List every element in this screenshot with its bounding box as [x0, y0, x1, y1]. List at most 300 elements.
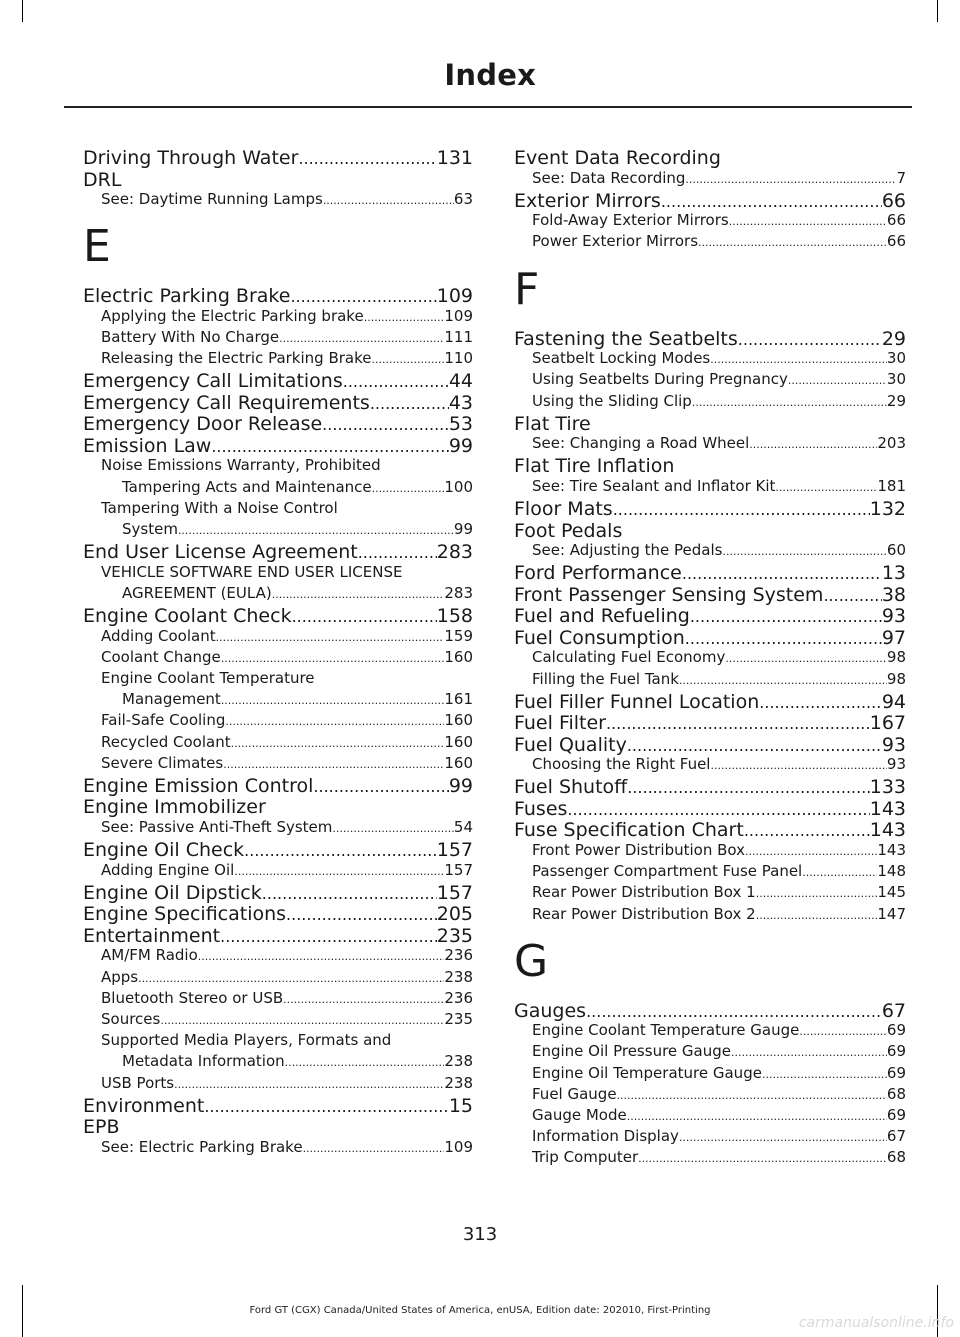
index-entry [83, 541, 473, 563]
entry-label: Engine Oil Dipstick [83, 881, 262, 904]
index-subentry [101, 711, 473, 729]
leader-dots [788, 374, 887, 387]
leader-dots [231, 737, 445, 750]
entry-label: Engine Emission Control [83, 774, 314, 797]
entry-label-continuation: System [122, 519, 178, 538]
entry-label: Coolant Change [101, 647, 221, 666]
index-entry [83, 605, 473, 627]
index-entry [83, 435, 473, 457]
leader-dots [606, 714, 870, 733]
page-reference: 160 [444, 647, 473, 666]
entry-label: Front Power Distribution Box [532, 840, 745, 859]
entry-label: Releasing the Electric Parking Brake [101, 349, 372, 368]
index-subentry [122, 520, 473, 538]
entry-label: Bluetooth Stereo or USB [101, 988, 284, 1007]
leader-dots [627, 736, 882, 755]
leader-dots [138, 972, 444, 985]
entry-label: Fail-Safe Cooling [101, 711, 226, 730]
leader-dots [729, 215, 887, 228]
index-entry [514, 562, 906, 584]
title-divider [64, 106, 912, 108]
entry-label: End User License Agreement [83, 541, 358, 564]
index-subentry [101, 946, 473, 964]
entry-label: Front Passenger Sensing System [514, 583, 824, 606]
page-reference: 66 [881, 189, 906, 212]
entry-label: Environment [83, 1094, 205, 1117]
entry-label-continuation: AGREEMENT (EULA) [122, 583, 272, 602]
page-reference: 69 [886, 1106, 906, 1124]
crop-mark-top-right [937, 0, 938, 22]
page-reference: 99 [448, 774, 473, 797]
page-reference: 98 [886, 648, 906, 667]
leader-dots [225, 715, 444, 728]
entry-label: See: Electric Parking Brake [101, 1137, 303, 1156]
entry-label: Noise Emissions Warranty, Prohibited [101, 456, 381, 475]
entry-label: Filling the Fuel Tank [532, 669, 679, 688]
entry-label: Event Data Recording [514, 147, 721, 169]
index-entry [514, 455, 906, 477]
leader-dots [221, 694, 445, 707]
page-reference: 44 [448, 370, 473, 393]
index-subentry [532, 905, 906, 923]
entry-label: Engine Oil Pressure Gauge [532, 1042, 731, 1061]
index-entry [514, 328, 906, 350]
leader-dots [204, 1097, 448, 1116]
leader-dots [160, 1014, 444, 1027]
leader-dots [745, 845, 877, 858]
index-subentry [101, 989, 473, 1007]
index-subentry [532, 1042, 906, 1060]
index-subentry [532, 169, 906, 187]
entry-label: Fuel Quality [514, 733, 627, 756]
index-subentry [532, 755, 906, 773]
page-reference: 133 [869, 776, 906, 799]
entry-label: Supported Media Players, Formats and [101, 1031, 392, 1050]
leader-dots [290, 287, 436, 306]
index-subentry [101, 307, 473, 325]
index-subentry [101, 1010, 473, 1028]
entry-label: Fuel Filler Funnel Location [514, 690, 760, 713]
page-reference: 160 [444, 711, 473, 730]
index-entry [514, 498, 906, 520]
leader-dots [220, 927, 437, 946]
index-subentry [532, 648, 906, 666]
entry-label: Trip Computer [532, 1148, 639, 1167]
page-reference: 235 [444, 1009, 473, 1028]
section-letter-g: G [514, 935, 549, 987]
page-number: 313 [462, 1224, 498, 1245]
page-reference: 30 [886, 370, 906, 389]
page-reference: 99 [453, 519, 473, 538]
index-subentry [101, 349, 473, 367]
leader-dots [283, 993, 444, 1006]
leader-dots [682, 564, 882, 583]
leader-dots [303, 1142, 445, 1155]
leader-dots [638, 1152, 887, 1165]
leader-dots [690, 607, 882, 626]
entry-label: See: Changing a Road Wheel [532, 434, 750, 453]
index-entry [514, 819, 906, 841]
entry-label: Emergency Call Requirements [83, 391, 370, 414]
page-reference: 132 [869, 498, 906, 521]
page-reference: 143 [877, 840, 906, 859]
index-subentry [101, 733, 473, 751]
index-entry [514, 734, 906, 756]
entry-label: Fuel Consumption [514, 626, 685, 649]
index-entry [83, 147, 473, 169]
page-reference: 160 [444, 732, 473, 751]
entry-label: See: Passive Anti-Theft System [101, 817, 333, 836]
page-reference: 53 [448, 413, 473, 436]
page-reference: 38 [881, 583, 906, 606]
entry-label: Seatbelt Locking Modes [532, 349, 711, 368]
index-subentry [532, 883, 906, 901]
page-reference: 68 [886, 1148, 906, 1167]
page-reference: 60 [886, 541, 906, 560]
page-reference: 94 [881, 690, 906, 713]
index-entry [83, 796, 473, 818]
entry-label: See: Adjusting the Pedals [532, 541, 723, 560]
entry-label: Flat Tire Inflation [514, 455, 675, 478]
index-entry [83, 370, 473, 392]
page-reference: 43 [448, 391, 473, 414]
entry-label: AM/FM Radio [101, 946, 198, 965]
entry-label: Exterior Mirrors [514, 189, 661, 212]
index-entry [514, 712, 906, 734]
page-title: Index [444, 58, 536, 92]
page-reference: 29 [881, 327, 906, 350]
index-subentry [532, 232, 906, 250]
page-reference: 181 [877, 476, 906, 495]
entry-label: Driving Through Water [83, 147, 299, 169]
leader-dots [679, 674, 887, 687]
entry-label: Engine Coolant Temperature [101, 668, 315, 687]
entry-label: Ford Performance [514, 562, 682, 585]
leader-dots [759, 693, 882, 712]
entry-label: See: Tire Sealant and Inflator Kit [532, 476, 776, 495]
index-entry [83, 1116, 473, 1138]
leader-dots [323, 194, 454, 207]
entry-label: Sources [101, 1009, 161, 1028]
index-subentry [101, 754, 473, 772]
page-reference: 238 [444, 967, 473, 986]
entry-label: Adding Coolant [101, 626, 216, 645]
index-entry [514, 776, 906, 798]
entry-label: Fastening the Seatbelts [514, 327, 738, 350]
page-reference: 143 [869, 797, 906, 820]
index-entry [83, 925, 473, 947]
page-reference: 157 [436, 839, 473, 862]
entry-label: Emergency Call Limitations [83, 370, 343, 393]
entry-label: Fuel Shutoff [514, 776, 628, 799]
index-entry [514, 520, 906, 542]
leader-dots [749, 438, 877, 451]
entry-label: See: Data Recording [532, 168, 686, 187]
leader-dots [372, 482, 445, 495]
index-entry [83, 839, 473, 861]
entry-label-continuation: Metadata Information [122, 1052, 285, 1071]
index-subentry [101, 968, 473, 986]
index-subentry [532, 477, 906, 495]
page-reference: 98 [886, 669, 906, 688]
entry-label: Applying the Electric Parking brake [101, 306, 364, 325]
index-subentry [101, 861, 473, 879]
page-reference: 109 [444, 306, 473, 325]
index-subentry [532, 841, 906, 859]
entry-label: Apps [101, 967, 139, 986]
leader-dots [613, 500, 870, 519]
page-reference: 238 [444, 1052, 473, 1071]
entry-label: USB Ports [101, 1073, 175, 1092]
entry-label: Calculating Fuel Economy [532, 648, 726, 667]
entry-label: Entertainment [83, 924, 221, 947]
index-entry [83, 903, 473, 925]
index-subentry [101, 190, 473, 208]
index-entry [514, 584, 906, 606]
page-reference: 131 [436, 147, 473, 169]
leader-dots [586, 1002, 882, 1021]
leader-dots [799, 1025, 887, 1038]
index-subentry [532, 862, 906, 880]
index-entry [83, 285, 473, 307]
leader-dots [567, 800, 869, 819]
entry-label: Engine Specifications [83, 903, 287, 926]
leader-dots [285, 1056, 445, 1069]
page-reference: 93 [881, 733, 906, 756]
leader-dots [685, 173, 896, 186]
entry-label: Gauge Mode [532, 1106, 627, 1124]
page-reference: 110 [444, 349, 473, 368]
index-subentry [122, 1052, 473, 1070]
leader-dots [731, 1046, 887, 1059]
page-reference: 69 [886, 1042, 906, 1061]
entry-label: Fuel Gauge [532, 1084, 617, 1103]
page-reference: 158 [436, 605, 473, 627]
leader-dots [358, 543, 437, 562]
page-reference: 30 [886, 349, 906, 368]
leader-dots [223, 758, 444, 771]
page-reference: 157 [444, 860, 473, 879]
entry-label: Severe Climates [101, 753, 224, 772]
page-reference: 160 [444, 753, 473, 772]
entry-label: Fuses [514, 797, 568, 820]
section-letter-f: F [514, 263, 540, 315]
entry-label: Engine Oil Temperature Gauge [532, 1063, 762, 1082]
page-reference: 54 [453, 817, 473, 836]
entry-label: Engine Oil Check [83, 839, 245, 862]
index-subentry [101, 627, 473, 645]
entry-label: Electric Parking Brake [83, 285, 291, 308]
page-reference: 147 [877, 904, 906, 923]
page-reference: 29 [886, 391, 906, 410]
index-subentry [101, 1074, 473, 1092]
index-subentry [532, 211, 906, 229]
entry-label: Emergency Door Release [83, 413, 323, 436]
leader-dots [627, 1110, 887, 1123]
leader-dots [286, 905, 437, 924]
leader-dots [679, 1131, 887, 1144]
index-entry [83, 1095, 473, 1117]
leader-dots [661, 192, 882, 211]
leader-dots [272, 588, 445, 601]
index-subentry [532, 1106, 906, 1124]
leader-dots [710, 759, 886, 772]
leader-dots [279, 332, 444, 345]
leader-dots [756, 887, 878, 900]
index-subentry [122, 584, 473, 602]
entry-label: Rear Power Distribution Box 1 [532, 883, 756, 902]
entry-label: Power Exterior Mirrors [532, 232, 699, 251]
index-subentry [532, 1064, 906, 1082]
leader-dots [775, 481, 877, 494]
page-reference: 143 [869, 819, 906, 842]
page-reference: 283 [436, 541, 473, 564]
entry-label: Recycled Coolant [101, 732, 231, 751]
entry-label: Battery With No Charge [101, 327, 280, 346]
page-reference: 93 [881, 605, 906, 628]
index-subentry [532, 670, 906, 688]
leader-dots [685, 629, 882, 648]
page-reference: 159 [444, 626, 473, 645]
entry-label: Tampering With a Noise Control [101, 498, 338, 517]
entry-label: Fold-Away Exterior Mirrors [532, 211, 729, 230]
page-reference: 67 [881, 999, 906, 1022]
page-reference: 145 [877, 883, 906, 902]
leader-dots [262, 884, 437, 903]
footer-edition-text: Ford GT (CGX) Canada/United States of America, enUSA, Edition date: 202010, First-Printing [249, 1305, 711, 1316]
page-reference: 109 [444, 1137, 473, 1156]
index-subentry [101, 328, 473, 346]
index-entry [514, 605, 906, 627]
entry-label: Engine Coolant Check [83, 605, 292, 627]
page-reference: 66 [886, 232, 906, 251]
index-entry [514, 413, 906, 435]
leader-dots [313, 777, 448, 796]
entry-label: Information Display [532, 1127, 679, 1146]
index-subentry [532, 434, 906, 452]
page-reference: 7 [896, 168, 906, 187]
page-reference: 68 [886, 1084, 906, 1103]
crop-mark-top-left [22, 0, 23, 22]
entry-label: Gauges [514, 999, 587, 1022]
page-reference: 67 [886, 1127, 906, 1146]
entry-label-continuation: Management [122, 690, 221, 709]
index-entry [514, 1000, 906, 1022]
index-entry [514, 691, 906, 713]
page-reference: 283 [444, 583, 473, 602]
leader-dots [722, 545, 886, 558]
leader-dots [174, 1078, 444, 1091]
leader-dots [322, 415, 449, 434]
index-subentry [532, 370, 906, 388]
leader-dots [756, 909, 878, 922]
leader-dots [372, 353, 445, 366]
leader-dots [617, 1089, 887, 1102]
entry-label: Choosing the Right Fuel [532, 755, 711, 774]
page-reference: 157 [436, 881, 473, 904]
leader-dots [725, 652, 887, 665]
page-reference: 167 [869, 712, 906, 735]
page-reference: 99 [448, 434, 473, 457]
index-subentry [532, 541, 906, 559]
entry-label: DRL [83, 168, 122, 191]
entry-label: Fuel and Refueling [514, 605, 690, 628]
leader-dots [762, 1068, 887, 1081]
page-reference: 69 [886, 1021, 906, 1040]
index-subentry [532, 1021, 906, 1039]
index-subentry [532, 392, 906, 410]
index-entry [514, 798, 906, 820]
entry-label: VEHICLE SOFTWARE END USER LICENSE [101, 562, 403, 581]
leader-dots [802, 866, 877, 879]
page-reference: 63 [453, 190, 473, 208]
page-reference: 203 [877, 434, 906, 453]
entry-label: Fuse Specification Chart [514, 819, 744, 842]
index-subentry [532, 349, 906, 367]
leader-dots [216, 631, 445, 644]
entry-label: Rear Power Distribution Box 2 [532, 904, 756, 923]
entry-label: Adding Engine Oil [101, 860, 235, 879]
index-subentry [532, 1148, 906, 1166]
leader-dots [823, 586, 881, 605]
page-reference: 205 [436, 903, 473, 926]
page-reference: 111 [444, 327, 473, 346]
leader-dots [627, 778, 869, 797]
leader-dots [692, 396, 887, 409]
leader-dots [198, 950, 445, 963]
entry-label: Flat Tire [514, 412, 591, 435]
leader-dots [738, 330, 882, 349]
page-reference: 15 [448, 1094, 473, 1117]
leader-dots [178, 524, 454, 537]
leader-dots [370, 394, 449, 413]
entry-label: Passenger Compartment Fuse Panel [532, 862, 803, 881]
leader-dots [211, 437, 448, 456]
page-reference: 236 [444, 946, 473, 965]
entry-label-continuation: Tampering Acts and Maintenance [122, 477, 372, 496]
entry-label: Using the Sliding Clip [532, 391, 692, 410]
leader-dots [298, 149, 436, 168]
page-reference: 161 [444, 690, 473, 709]
entry-label: Using Seatbelts During Pregnancy [532, 370, 788, 389]
leader-dots [710, 353, 887, 366]
index-entry [514, 627, 906, 649]
index-entry [83, 775, 473, 797]
section-letter-e: E [83, 221, 111, 273]
page-reference: 236 [444, 988, 473, 1007]
leader-dots [343, 372, 449, 391]
index-subentry [101, 818, 473, 836]
page-reference: 100 [444, 477, 473, 496]
leader-dots [244, 841, 437, 860]
page-reference: 97 [881, 626, 906, 649]
index-entry [83, 169, 473, 191]
entry-label: EPB [83, 1116, 120, 1139]
entry-label: Engine Coolant Temperature Gauge [532, 1021, 800, 1040]
watermark: carmanualsonline.info [798, 1315, 954, 1331]
leader-dots [221, 652, 445, 665]
entry-label: Floor Mats [514, 498, 613, 521]
index-entry [514, 190, 906, 212]
page-reference: 238 [444, 1073, 473, 1092]
entry-label: See: Daytime Running Lamps [101, 190, 323, 208]
leader-dots [292, 607, 437, 626]
entry-label: Engine Immobilizer [83, 796, 266, 819]
entry-label: Fuel Filter [514, 712, 606, 735]
page-reference: 93 [886, 755, 906, 774]
leader-dots [698, 236, 887, 249]
index-entry [83, 882, 473, 904]
